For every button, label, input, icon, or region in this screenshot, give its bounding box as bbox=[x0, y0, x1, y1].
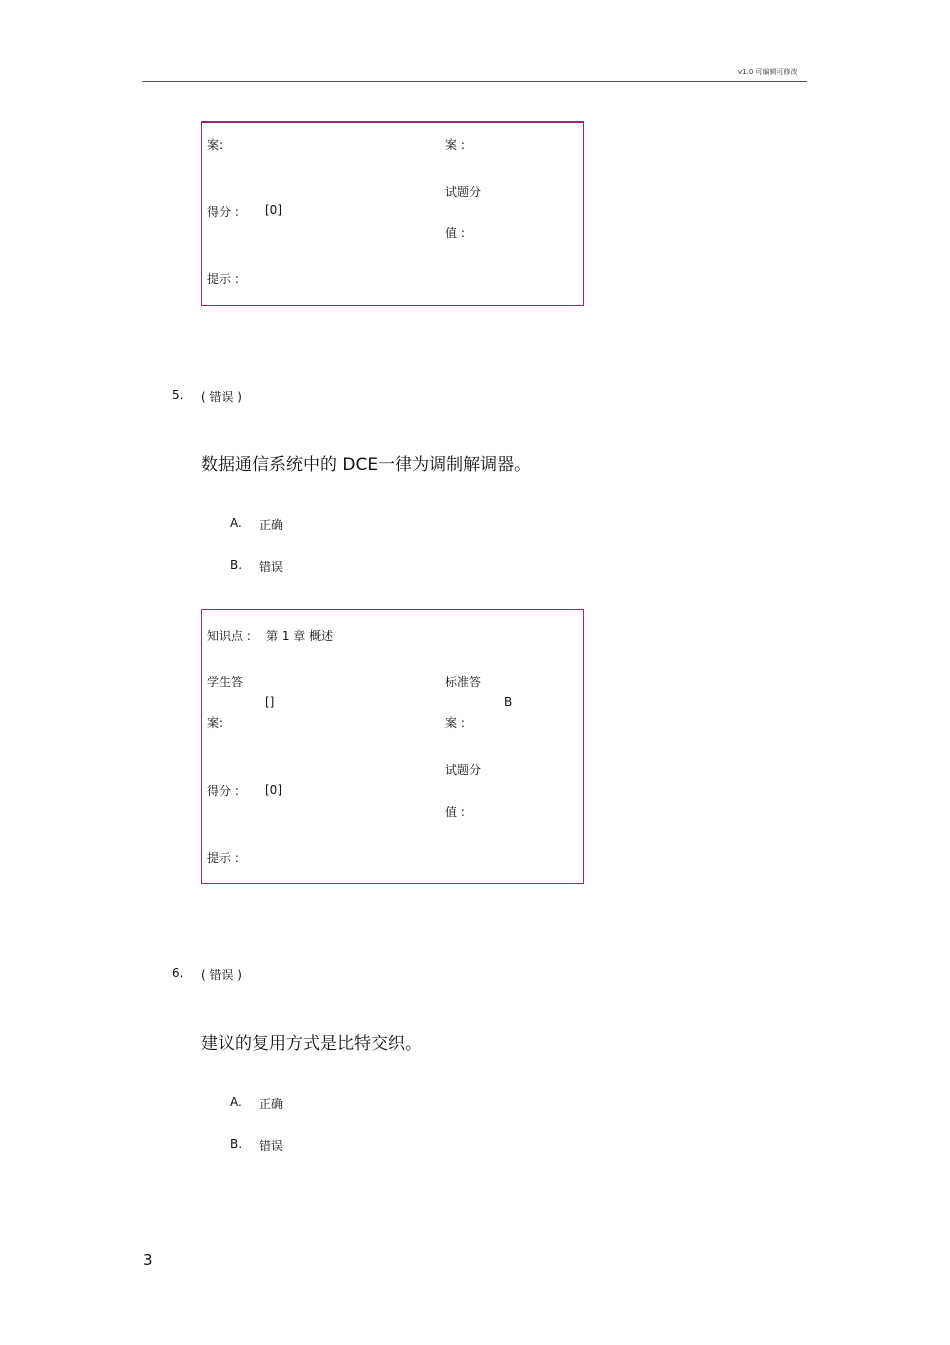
score-label: 得分 : bbox=[207, 784, 239, 798]
question-stem: 建议的复用方式是比特交织。 bbox=[201, 1034, 422, 1054]
knowledge-label: 知识点 : bbox=[207, 629, 251, 643]
option-b[interactable]: 错误 bbox=[259, 560, 284, 574]
standard-answer-label: 标准答 bbox=[445, 675, 482, 689]
option-a[interactable]: 正确 bbox=[259, 518, 284, 532]
version-label: v1.0 可编辑可修改 bbox=[738, 68, 798, 76]
question-stem: 数据通信系统中的 DCE一律为调制解调器。 bbox=[201, 455, 532, 475]
score-value: [0] bbox=[265, 783, 282, 797]
score-value: [0] bbox=[265, 203, 282, 217]
score-label: 得分 : bbox=[207, 205, 239, 219]
option-b[interactable]: 错误 bbox=[259, 1139, 284, 1153]
student-answer-value: [] bbox=[265, 695, 275, 709]
question-value-label: 试题分 bbox=[445, 185, 482, 199]
question-number: 5. bbox=[172, 388, 184, 402]
option-letter: B. bbox=[230, 1137, 243, 1151]
question-number: 6. bbox=[172, 966, 184, 980]
student-answer-label: 案: bbox=[207, 138, 224, 152]
page-number: 3 bbox=[143, 1251, 153, 1269]
standard-answer-label: 案 : bbox=[445, 138, 465, 152]
question-status: ( 错误 ) bbox=[201, 390, 242, 404]
hint-label: 提示 : bbox=[207, 851, 239, 865]
question-status: ( 错误 ) bbox=[201, 968, 242, 982]
answer-panel-q4 bbox=[201, 121, 584, 306]
standard-answer-label-2: 案 : bbox=[445, 716, 465, 730]
header-divider bbox=[142, 81, 807, 82]
knowledge-value: 第 1 章 概述 bbox=[266, 629, 334, 643]
option-letter: B. bbox=[230, 558, 243, 572]
hint-label: 提示 : bbox=[207, 272, 239, 286]
question-value-label-2: 值 : bbox=[445, 805, 465, 819]
student-answer-label: 学生答 bbox=[207, 675, 244, 689]
student-answer-label-2: 案: bbox=[207, 716, 224, 730]
option-a[interactable]: 正确 bbox=[259, 1097, 284, 1111]
option-letter: A. bbox=[230, 1095, 242, 1109]
option-letter: A. bbox=[230, 516, 242, 530]
question-value-label-2: 值 : bbox=[445, 226, 465, 240]
standard-answer-value: B bbox=[504, 695, 513, 709]
answer-panel-q5 bbox=[201, 609, 584, 884]
question-value-label: 试题分 bbox=[445, 763, 482, 777]
